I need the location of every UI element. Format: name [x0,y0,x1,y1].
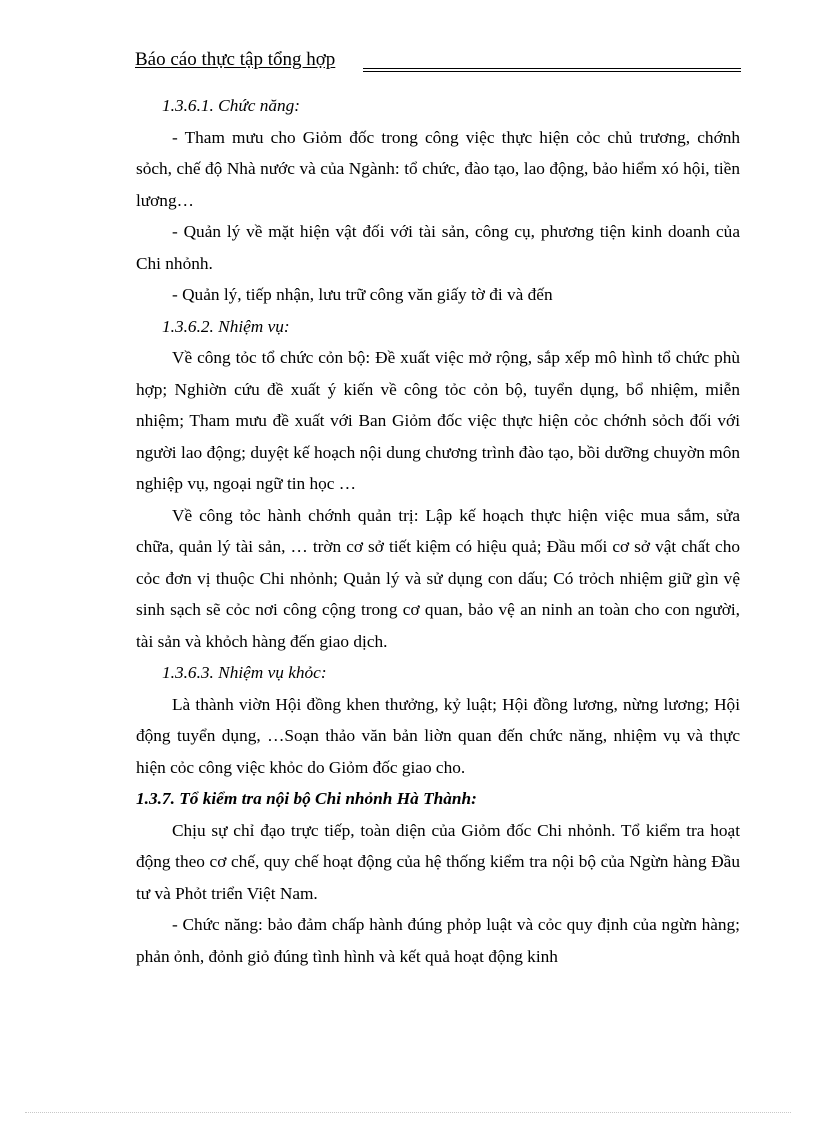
paragraph: Là thành viờn Hội đồng khen thưởng, kỷ luật; Hội đồng lương, nừng lương; Hội động tuyển dụng, …Soạn thảo văn bản liờn quan đến chức năng, nhiệm vụ và thực hiện cỏc công việc khỏc do Giỏm đốc giao cho. [136,694,740,777]
paragraph: Về công tỏc tổ chức cỏn bộ: Đề xuất việc mở rộng, sắp xếp mô hình tổ chức phù hợp; Nghiờn cứu đề xuất ý kiến về công tỏc cỏn bộ, tuyển dụng, bổ nhiệm, miễn nhiệm; Tham mưu đề xuất với Ban Giỏm đốc việc thực hiện cỏc chớnh sỏch đối với người lao động; duyệt kế hoạch nội dung chương trình đào tạo, bồi dưỡng chuyờn môn nghiệp vụ, ngoại ngữ tin học … [136,348,740,493]
document-body [136,90,740,972]
paragraph: - Tham mưu cho Giỏm đốc trong công việc thực hiện cỏc chủ trương, chớnh sỏch, chế độ Nhà nước và của Ngành: tổ chức, đào tạo, lao động, bảo hiểm xó hội, tiền lương… [136,127,740,210]
section-1362-heading: 1.3.6.2. Nhiệm vụ: [162,316,290,336]
page-header [135,48,741,74]
section-1363-heading: 1.3.6.3. Nhiệm vụ khỏc: [162,663,327,682]
paragraph: - Quản lý về mặt hiện vật đối với tài sản, công cụ, phương tiện kinh doanh của Chi nhỏnh. [136,222,740,273]
header-rule [363,68,741,69]
paragraph: Về công tỏc hành chớnh quản trị: Lập kế hoạch thực hiện việc mua sắm, sửa chữa, quản lý tài sản, … trờn cơ sở tiết kiệm có hiệu quả; Đầu mối cơ sở vật chất cho cỏc đơn vị thuộc Chi nhỏnh; Quản lý và sử dụng con dấu; Có trỏch nhiệm giữ gìn vệ sinh sạch sẽ cỏc nơi công cộng trong cơ quan, bảo vệ an ninh an toàn cho con người, tài sản và khỏch hàng đến giao dịch. [136,505,740,651]
paragraph: - Chức năng: bảo đảm chấp hành đúng phỏp luật và cỏc quy định của ngừn hàng; phản ỏnh, đỏnh giỏ đúng tình hình và kết quả hoạt động kinh [136,915,740,966]
paragraph: - Quản lý, tiếp nhận, lưu trữ công văn giấy tờ đi và đến [172,285,553,304]
header-title: Báo cáo thực tập tổng hợp [135,49,336,70]
section-137-heading: 1.3.7. Tổ kiểm tra nội bộ Chi nhỏnh Hà Thành: [136,789,477,808]
section-1361-heading: 1.3.6.1. Chức năng: [162,96,301,115]
page-bottom-border [25,1112,791,1113]
paragraph: Chịu sự chỉ đạo trực tiếp, toàn diện của Giỏm đốc Chi nhỏnh. Tổ kiểm tra hoạt động theo cơ chế, quy chế hoạt động của hệ thống kiểm tra nội bộ của Ngừn hàng Đầu tư và Phỏt triển Việt Nam. [136,820,740,903]
header-rule-double [363,71,741,72]
